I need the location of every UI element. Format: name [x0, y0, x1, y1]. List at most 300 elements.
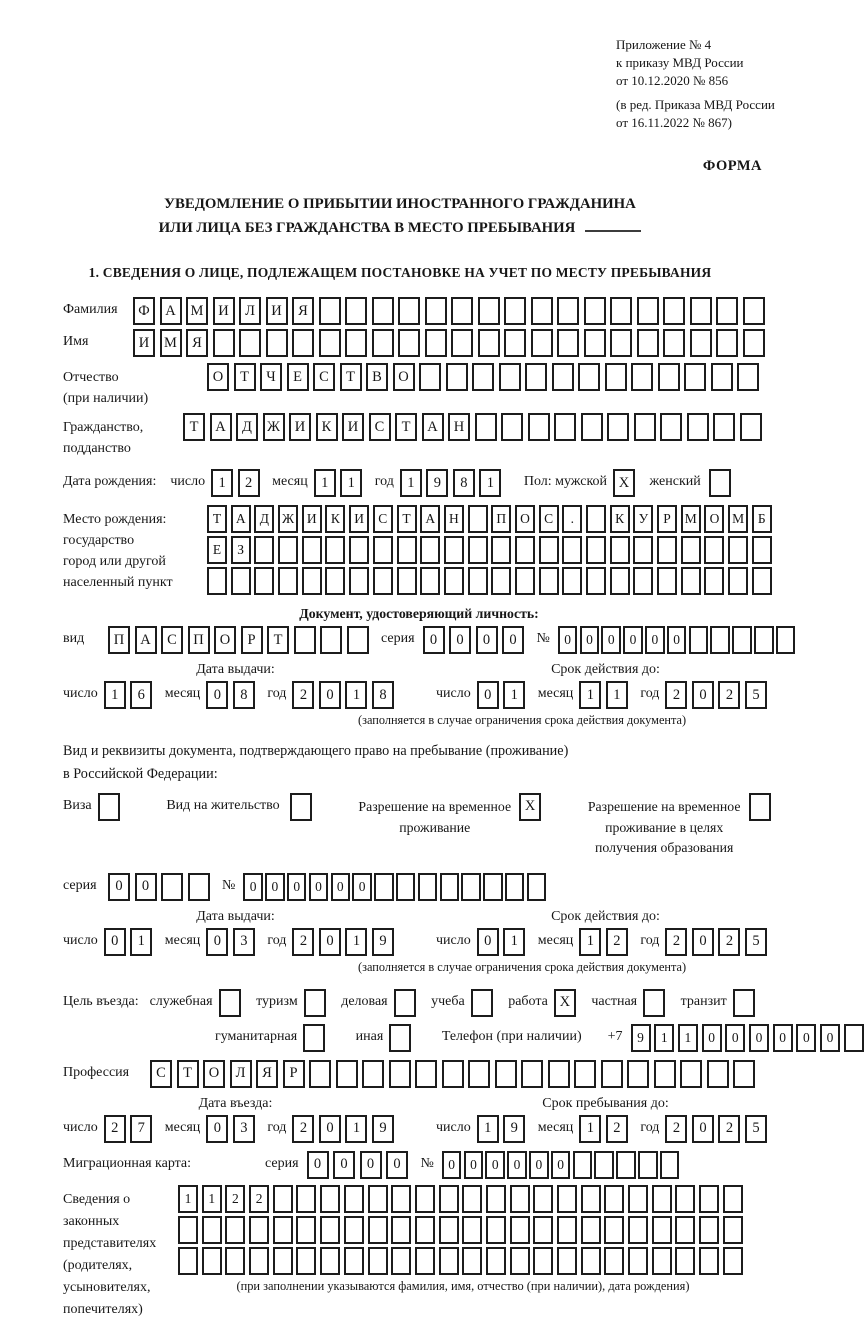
- char-cell[interactable]: [486, 1247, 506, 1275]
- char-cell[interactable]: [690, 297, 712, 325]
- other-checkbox[interactable]: [389, 1024, 411, 1052]
- char-cell[interactable]: А: [420, 505, 440, 533]
- char-cell[interactable]: 0: [702, 1024, 722, 1052]
- temp-residence-education-checkbox[interactable]: [749, 793, 771, 821]
- transit-checkbox[interactable]: [733, 989, 755, 1017]
- char-cell[interactable]: С: [539, 505, 559, 533]
- char-cell[interactable]: [586, 536, 606, 564]
- char-cell[interactable]: [225, 1216, 245, 1244]
- char-cell[interactable]: Т: [267, 626, 289, 654]
- char-cell[interactable]: [320, 1216, 340, 1244]
- char-cell[interactable]: [610, 329, 632, 357]
- char-cell[interactable]: [451, 297, 473, 325]
- char-cell[interactable]: [296, 1247, 316, 1275]
- char-cell[interactable]: М: [186, 297, 208, 325]
- char-cell[interactable]: 0: [333, 1151, 355, 1179]
- month-cell[interactable]: 2: [606, 928, 628, 956]
- char-cell[interactable]: 0: [386, 1151, 408, 1179]
- char-cell[interactable]: [510, 1216, 530, 1244]
- char-cell[interactable]: 0: [725, 1024, 745, 1052]
- char-cell[interactable]: А: [135, 626, 157, 654]
- char-cell[interactable]: [231, 567, 251, 595]
- humanitarian-checkbox[interactable]: [303, 1024, 325, 1052]
- char-cell[interactable]: [728, 567, 748, 595]
- char-cell[interactable]: [628, 1216, 648, 1244]
- char-cell[interactable]: 0: [360, 1151, 382, 1179]
- char-cell[interactable]: [468, 505, 488, 533]
- char-cell[interactable]: 0: [442, 1151, 462, 1179]
- char-cell[interactable]: [604, 1216, 624, 1244]
- char-cell[interactable]: [266, 329, 288, 357]
- char-cell[interactable]: О: [207, 363, 229, 391]
- char-cell[interactable]: [527, 873, 547, 901]
- char-cell[interactable]: [610, 536, 630, 564]
- char-cell[interactable]: [425, 297, 447, 325]
- char-cell[interactable]: 0: [580, 626, 600, 654]
- char-cell[interactable]: 0: [135, 873, 157, 901]
- char-cell[interactable]: [249, 1216, 269, 1244]
- char-cell[interactable]: [505, 873, 525, 901]
- char-cell[interactable]: [249, 1247, 269, 1275]
- year-cell[interactable]: 0: [692, 1115, 714, 1143]
- char-cell[interactable]: [723, 1216, 743, 1244]
- char-cell[interactable]: И: [349, 505, 369, 533]
- char-cell[interactable]: Н: [448, 413, 470, 441]
- char-cell[interactable]: З: [231, 536, 251, 564]
- char-cell[interactable]: [296, 1185, 316, 1213]
- char-cell[interactable]: [652, 1247, 672, 1275]
- char-cell[interactable]: С: [150, 1060, 172, 1088]
- char-cell[interactable]: 1: [178, 1185, 198, 1213]
- char-cell[interactable]: [531, 297, 553, 325]
- char-cell[interactable]: К: [610, 505, 630, 533]
- char-cell[interactable]: [680, 1060, 702, 1088]
- char-cell[interactable]: Я: [256, 1060, 278, 1088]
- char-cell[interactable]: [510, 1185, 530, 1213]
- char-cell[interactable]: [278, 536, 298, 564]
- female-checkbox[interactable]: [709, 469, 731, 497]
- char-cell[interactable]: [439, 1247, 459, 1275]
- char-cell[interactable]: [713, 413, 735, 441]
- char-cell[interactable]: М: [681, 505, 701, 533]
- char-cell[interactable]: 0: [645, 626, 665, 654]
- char-cell[interactable]: [397, 536, 417, 564]
- char-cell[interactable]: [690, 329, 712, 357]
- char-cell[interactable]: [586, 505, 606, 533]
- year-cell[interactable]: 2: [718, 928, 740, 956]
- char-cell[interactable]: О: [203, 1060, 225, 1088]
- char-cell[interactable]: [368, 1247, 388, 1275]
- char-cell[interactable]: [319, 297, 341, 325]
- char-cell[interactable]: И: [266, 297, 288, 325]
- char-cell[interactable]: [578, 363, 600, 391]
- month-cell[interactable]: 0: [206, 1115, 228, 1143]
- char-cell[interactable]: [652, 1216, 672, 1244]
- char-cell[interactable]: [440, 873, 460, 901]
- char-cell[interactable]: [294, 626, 316, 654]
- day-cell[interactable]: 0: [104, 928, 126, 956]
- char-cell[interactable]: [373, 567, 393, 595]
- char-cell[interactable]: [472, 363, 494, 391]
- char-cell[interactable]: [604, 1247, 624, 1275]
- year-cell[interactable]: 5: [745, 1115, 767, 1143]
- char-cell[interactable]: Б: [752, 505, 772, 533]
- char-cell[interactable]: [584, 329, 606, 357]
- char-cell[interactable]: Р: [283, 1060, 305, 1088]
- char-cell[interactable]: П: [108, 626, 130, 654]
- char-cell[interactable]: [628, 1247, 648, 1275]
- year-cell[interactable]: 1: [400, 469, 422, 497]
- char-cell[interactable]: И: [213, 297, 235, 325]
- char-cell[interactable]: 0: [485, 1151, 505, 1179]
- year-cell[interactable]: 2: [718, 681, 740, 709]
- char-cell[interactable]: [601, 1060, 623, 1088]
- char-cell[interactable]: [213, 329, 235, 357]
- year-cell[interactable]: 0: [692, 681, 714, 709]
- char-cell[interactable]: [699, 1216, 719, 1244]
- char-cell[interactable]: И: [289, 413, 311, 441]
- char-cell[interactable]: М: [728, 505, 748, 533]
- char-cell[interactable]: [225, 1247, 245, 1275]
- char-cell[interactable]: [420, 536, 440, 564]
- day-cell[interactable]: 2: [104, 1115, 126, 1143]
- char-cell[interactable]: [415, 1247, 435, 1275]
- day-cell[interactable]: 0: [477, 681, 499, 709]
- char-cell[interactable]: М: [160, 329, 182, 357]
- year-cell[interactable]: 9: [372, 928, 394, 956]
- char-cell[interactable]: 1: [202, 1185, 222, 1213]
- char-cell[interactable]: И: [302, 505, 322, 533]
- char-cell[interactable]: [533, 1216, 553, 1244]
- char-cell[interactable]: [425, 329, 447, 357]
- char-cell[interactable]: [533, 1247, 553, 1275]
- month-cell[interactable]: 3: [233, 1115, 255, 1143]
- char-cell[interactable]: [398, 329, 420, 357]
- char-cell[interactable]: 2: [225, 1185, 245, 1213]
- char-cell[interactable]: 0: [623, 626, 643, 654]
- char-cell[interactable]: [319, 329, 341, 357]
- day-cell[interactable]: 1: [130, 928, 152, 956]
- char-cell[interactable]: [420, 567, 440, 595]
- char-cell[interactable]: [684, 363, 706, 391]
- char-cell[interactable]: Я: [186, 329, 208, 357]
- char-cell[interactable]: [178, 1216, 198, 1244]
- char-cell[interactable]: [616, 1151, 636, 1179]
- char-cell[interactable]: [716, 329, 738, 357]
- char-cell[interactable]: [557, 329, 579, 357]
- char-cell[interactable]: [548, 1060, 570, 1088]
- char-cell[interactable]: [296, 1216, 316, 1244]
- char-cell[interactable]: 0: [667, 626, 687, 654]
- char-cell[interactable]: Р: [241, 626, 263, 654]
- year-cell[interactable]: 2: [718, 1115, 740, 1143]
- char-cell[interactable]: Е: [207, 536, 227, 564]
- month-cell[interactable]: 8: [233, 681, 255, 709]
- char-cell[interactable]: 0: [287, 873, 307, 901]
- char-cell[interactable]: [752, 567, 772, 595]
- day-cell[interactable]: 7: [130, 1115, 152, 1143]
- year-cell[interactable]: 1: [479, 469, 501, 497]
- char-cell[interactable]: 0: [796, 1024, 816, 1052]
- char-cell[interactable]: [349, 536, 369, 564]
- char-cell[interactable]: [462, 1216, 482, 1244]
- month-cell[interactable]: 0: [206, 681, 228, 709]
- char-cell[interactable]: [309, 1060, 331, 1088]
- male-checkbox[interactable]: X: [613, 469, 635, 497]
- char-cell[interactable]: [491, 536, 511, 564]
- char-cell[interactable]: [633, 567, 653, 595]
- year-cell[interactable]: 2: [665, 928, 687, 956]
- char-cell[interactable]: [525, 363, 547, 391]
- char-cell[interactable]: [499, 363, 521, 391]
- char-cell[interactable]: 9: [631, 1024, 651, 1052]
- year-cell[interactable]: 0: [319, 681, 341, 709]
- char-cell[interactable]: [552, 363, 574, 391]
- char-cell[interactable]: [478, 329, 500, 357]
- year-cell[interactable]: 0: [319, 928, 341, 956]
- char-cell[interactable]: Л: [239, 297, 261, 325]
- char-cell[interactable]: [554, 413, 576, 441]
- char-cell[interactable]: [704, 567, 724, 595]
- char-cell[interactable]: К: [325, 505, 345, 533]
- char-cell[interactable]: [627, 1060, 649, 1088]
- char-cell[interactable]: [278, 567, 298, 595]
- char-cell[interactable]: [202, 1216, 222, 1244]
- char-cell[interactable]: [442, 1060, 464, 1088]
- day-cell[interactable]: 9: [503, 1115, 525, 1143]
- char-cell[interactable]: [419, 363, 441, 391]
- char-cell[interactable]: [844, 1024, 864, 1052]
- year-cell[interactable]: 9: [426, 469, 448, 497]
- char-cell[interactable]: А: [160, 297, 182, 325]
- tourism-checkbox[interactable]: [304, 989, 326, 1017]
- char-cell[interactable]: [699, 1247, 719, 1275]
- char-cell[interactable]: [663, 297, 685, 325]
- char-cell[interactable]: [347, 626, 369, 654]
- char-cell[interactable]: [633, 536, 653, 564]
- char-cell[interactable]: 0: [749, 1024, 769, 1052]
- char-cell[interactable]: [707, 1060, 729, 1088]
- char-cell[interactable]: [710, 626, 730, 654]
- char-cell[interactable]: Ч: [260, 363, 282, 391]
- month-cell[interactable]: 1: [606, 681, 628, 709]
- char-cell[interactable]: [374, 873, 394, 901]
- char-cell[interactable]: .: [562, 505, 582, 533]
- char-cell[interactable]: Т: [397, 505, 417, 533]
- char-cell[interactable]: И: [133, 329, 155, 357]
- char-cell[interactable]: [292, 329, 314, 357]
- char-cell[interactable]: [699, 1185, 719, 1213]
- private-checkbox[interactable]: [643, 989, 665, 1017]
- residence-permit-checkbox[interactable]: [290, 793, 312, 821]
- char-cell[interactable]: [573, 1151, 593, 1179]
- char-cell[interactable]: Т: [234, 363, 256, 391]
- month-cell[interactable]: 1: [314, 469, 336, 497]
- char-cell[interactable]: О: [393, 363, 415, 391]
- char-cell[interactable]: 0: [773, 1024, 793, 1052]
- year-cell[interactable]: 2: [292, 1115, 314, 1143]
- char-cell[interactable]: Т: [340, 363, 362, 391]
- char-cell[interactable]: 0: [551, 1151, 571, 1179]
- char-cell[interactable]: [475, 413, 497, 441]
- char-cell[interactable]: [658, 363, 680, 391]
- char-cell[interactable]: [663, 329, 685, 357]
- char-cell[interactable]: 0: [265, 873, 285, 901]
- year-cell[interactable]: 1: [345, 928, 367, 956]
- year-cell[interactable]: 0: [692, 928, 714, 956]
- char-cell[interactable]: [610, 567, 630, 595]
- char-cell[interactable]: [415, 1060, 437, 1088]
- char-cell[interactable]: [628, 1185, 648, 1213]
- day-cell[interactable]: 6: [130, 681, 152, 709]
- char-cell[interactable]: [495, 1060, 517, 1088]
- char-cell[interactable]: [732, 626, 752, 654]
- char-cell[interactable]: [637, 297, 659, 325]
- char-cell[interactable]: [320, 626, 342, 654]
- char-cell[interactable]: 0: [507, 1151, 527, 1179]
- business-checkbox[interactable]: [394, 989, 416, 1017]
- char-cell[interactable]: [239, 329, 261, 357]
- char-cell[interactable]: 0: [307, 1151, 329, 1179]
- month-cell[interactable]: 1: [340, 469, 362, 497]
- day-cell[interactable]: 1: [477, 1115, 499, 1143]
- char-cell[interactable]: [188, 873, 210, 901]
- char-cell[interactable]: [273, 1185, 293, 1213]
- char-cell[interactable]: [638, 1151, 658, 1179]
- char-cell[interactable]: [539, 536, 559, 564]
- char-cell[interactable]: [372, 329, 394, 357]
- char-cell[interactable]: [584, 297, 606, 325]
- char-cell[interactable]: [716, 297, 738, 325]
- char-cell[interactable]: [654, 1060, 676, 1088]
- year-cell[interactable]: 1: [345, 681, 367, 709]
- char-cell[interactable]: [604, 1185, 624, 1213]
- char-cell[interactable]: 0: [243, 873, 263, 901]
- char-cell[interactable]: 0: [820, 1024, 840, 1052]
- char-cell[interactable]: [528, 413, 550, 441]
- year-cell[interactable]: 0: [319, 1115, 341, 1143]
- char-cell[interactable]: 0: [309, 873, 329, 901]
- char-cell[interactable]: [752, 536, 772, 564]
- char-cell[interactable]: [254, 567, 274, 595]
- month-cell[interactable]: 3: [233, 928, 255, 956]
- char-cell[interactable]: [483, 873, 503, 901]
- char-cell[interactable]: [581, 1247, 601, 1275]
- char-cell[interactable]: [675, 1216, 695, 1244]
- char-cell[interactable]: 0: [476, 626, 498, 654]
- char-cell[interactable]: [776, 626, 796, 654]
- char-cell[interactable]: [586, 567, 606, 595]
- char-cell[interactable]: С: [161, 626, 183, 654]
- char-cell[interactable]: [740, 413, 762, 441]
- char-cell[interactable]: [325, 567, 345, 595]
- char-cell[interactable]: 1: [678, 1024, 698, 1052]
- char-cell[interactable]: П: [491, 505, 511, 533]
- char-cell[interactable]: [557, 297, 579, 325]
- char-cell[interactable]: О: [704, 505, 724, 533]
- char-cell[interactable]: [362, 1060, 384, 1088]
- char-cell[interactable]: О: [214, 626, 236, 654]
- char-cell[interactable]: Л: [230, 1060, 252, 1088]
- day-cell[interactable]: 1: [104, 681, 126, 709]
- char-cell[interactable]: Д: [236, 413, 258, 441]
- char-cell[interactable]: [733, 1060, 755, 1088]
- char-cell[interactable]: А: [210, 413, 232, 441]
- char-cell[interactable]: [581, 1216, 601, 1244]
- char-cell[interactable]: [531, 329, 553, 357]
- char-cell[interactable]: 0: [464, 1151, 484, 1179]
- char-cell[interactable]: [397, 567, 417, 595]
- char-cell[interactable]: [660, 413, 682, 441]
- char-cell[interactable]: [320, 1247, 340, 1275]
- char-cell[interactable]: О: [515, 505, 535, 533]
- char-cell[interactable]: [178, 1247, 198, 1275]
- char-cell[interactable]: [415, 1185, 435, 1213]
- char-cell[interactable]: Я: [292, 297, 314, 325]
- year-cell[interactable]: 8: [372, 681, 394, 709]
- char-cell[interactable]: [687, 413, 709, 441]
- char-cell[interactable]: [373, 536, 393, 564]
- month-cell[interactable]: 1: [579, 928, 601, 956]
- char-cell[interactable]: 0: [601, 626, 621, 654]
- char-cell[interactable]: И: [342, 413, 364, 441]
- char-cell[interactable]: [557, 1247, 577, 1275]
- year-cell[interactable]: 1: [345, 1115, 367, 1143]
- char-cell[interactable]: [344, 1185, 364, 1213]
- month-cell[interactable]: 1: [579, 1115, 601, 1143]
- char-cell[interactable]: 2: [249, 1185, 269, 1213]
- char-cell[interactable]: [594, 1151, 614, 1179]
- char-cell[interactable]: Ж: [263, 413, 285, 441]
- char-cell[interactable]: Т: [207, 505, 227, 533]
- char-cell[interactable]: [743, 329, 765, 357]
- char-cell[interactable]: [391, 1185, 411, 1213]
- char-cell[interactable]: [468, 1060, 490, 1088]
- char-cell[interactable]: [389, 1060, 411, 1088]
- char-cell[interactable]: 0: [558, 626, 578, 654]
- char-cell[interactable]: [574, 1060, 596, 1088]
- char-cell[interactable]: Т: [177, 1060, 199, 1088]
- char-cell[interactable]: Ж: [278, 505, 298, 533]
- day-cell[interactable]: 2: [238, 469, 260, 497]
- char-cell[interactable]: [660, 1151, 680, 1179]
- char-cell[interactable]: Т: [395, 413, 417, 441]
- char-cell[interactable]: [273, 1247, 293, 1275]
- char-cell[interactable]: [415, 1216, 435, 1244]
- char-cell[interactable]: [336, 1060, 358, 1088]
- char-cell[interactable]: [254, 536, 274, 564]
- char-cell[interactable]: [681, 567, 701, 595]
- char-cell[interactable]: [533, 1185, 553, 1213]
- year-cell[interactable]: 2: [292, 928, 314, 956]
- char-cell[interactable]: [562, 536, 582, 564]
- char-cell[interactable]: Р: [657, 505, 677, 533]
- char-cell[interactable]: [398, 297, 420, 325]
- char-cell[interactable]: [478, 297, 500, 325]
- char-cell[interactable]: [675, 1247, 695, 1275]
- char-cell[interactable]: А: [422, 413, 444, 441]
- char-cell[interactable]: [610, 297, 632, 325]
- work-checkbox[interactable]: X: [554, 989, 576, 1017]
- char-cell[interactable]: [344, 1216, 364, 1244]
- char-cell[interactable]: 0: [352, 873, 372, 901]
- month-cell[interactable]: 2: [606, 1115, 628, 1143]
- char-cell[interactable]: [504, 297, 526, 325]
- year-cell[interactable]: 2: [292, 681, 314, 709]
- char-cell[interactable]: [468, 567, 488, 595]
- char-cell[interactable]: [675, 1185, 695, 1213]
- char-cell[interactable]: [345, 329, 367, 357]
